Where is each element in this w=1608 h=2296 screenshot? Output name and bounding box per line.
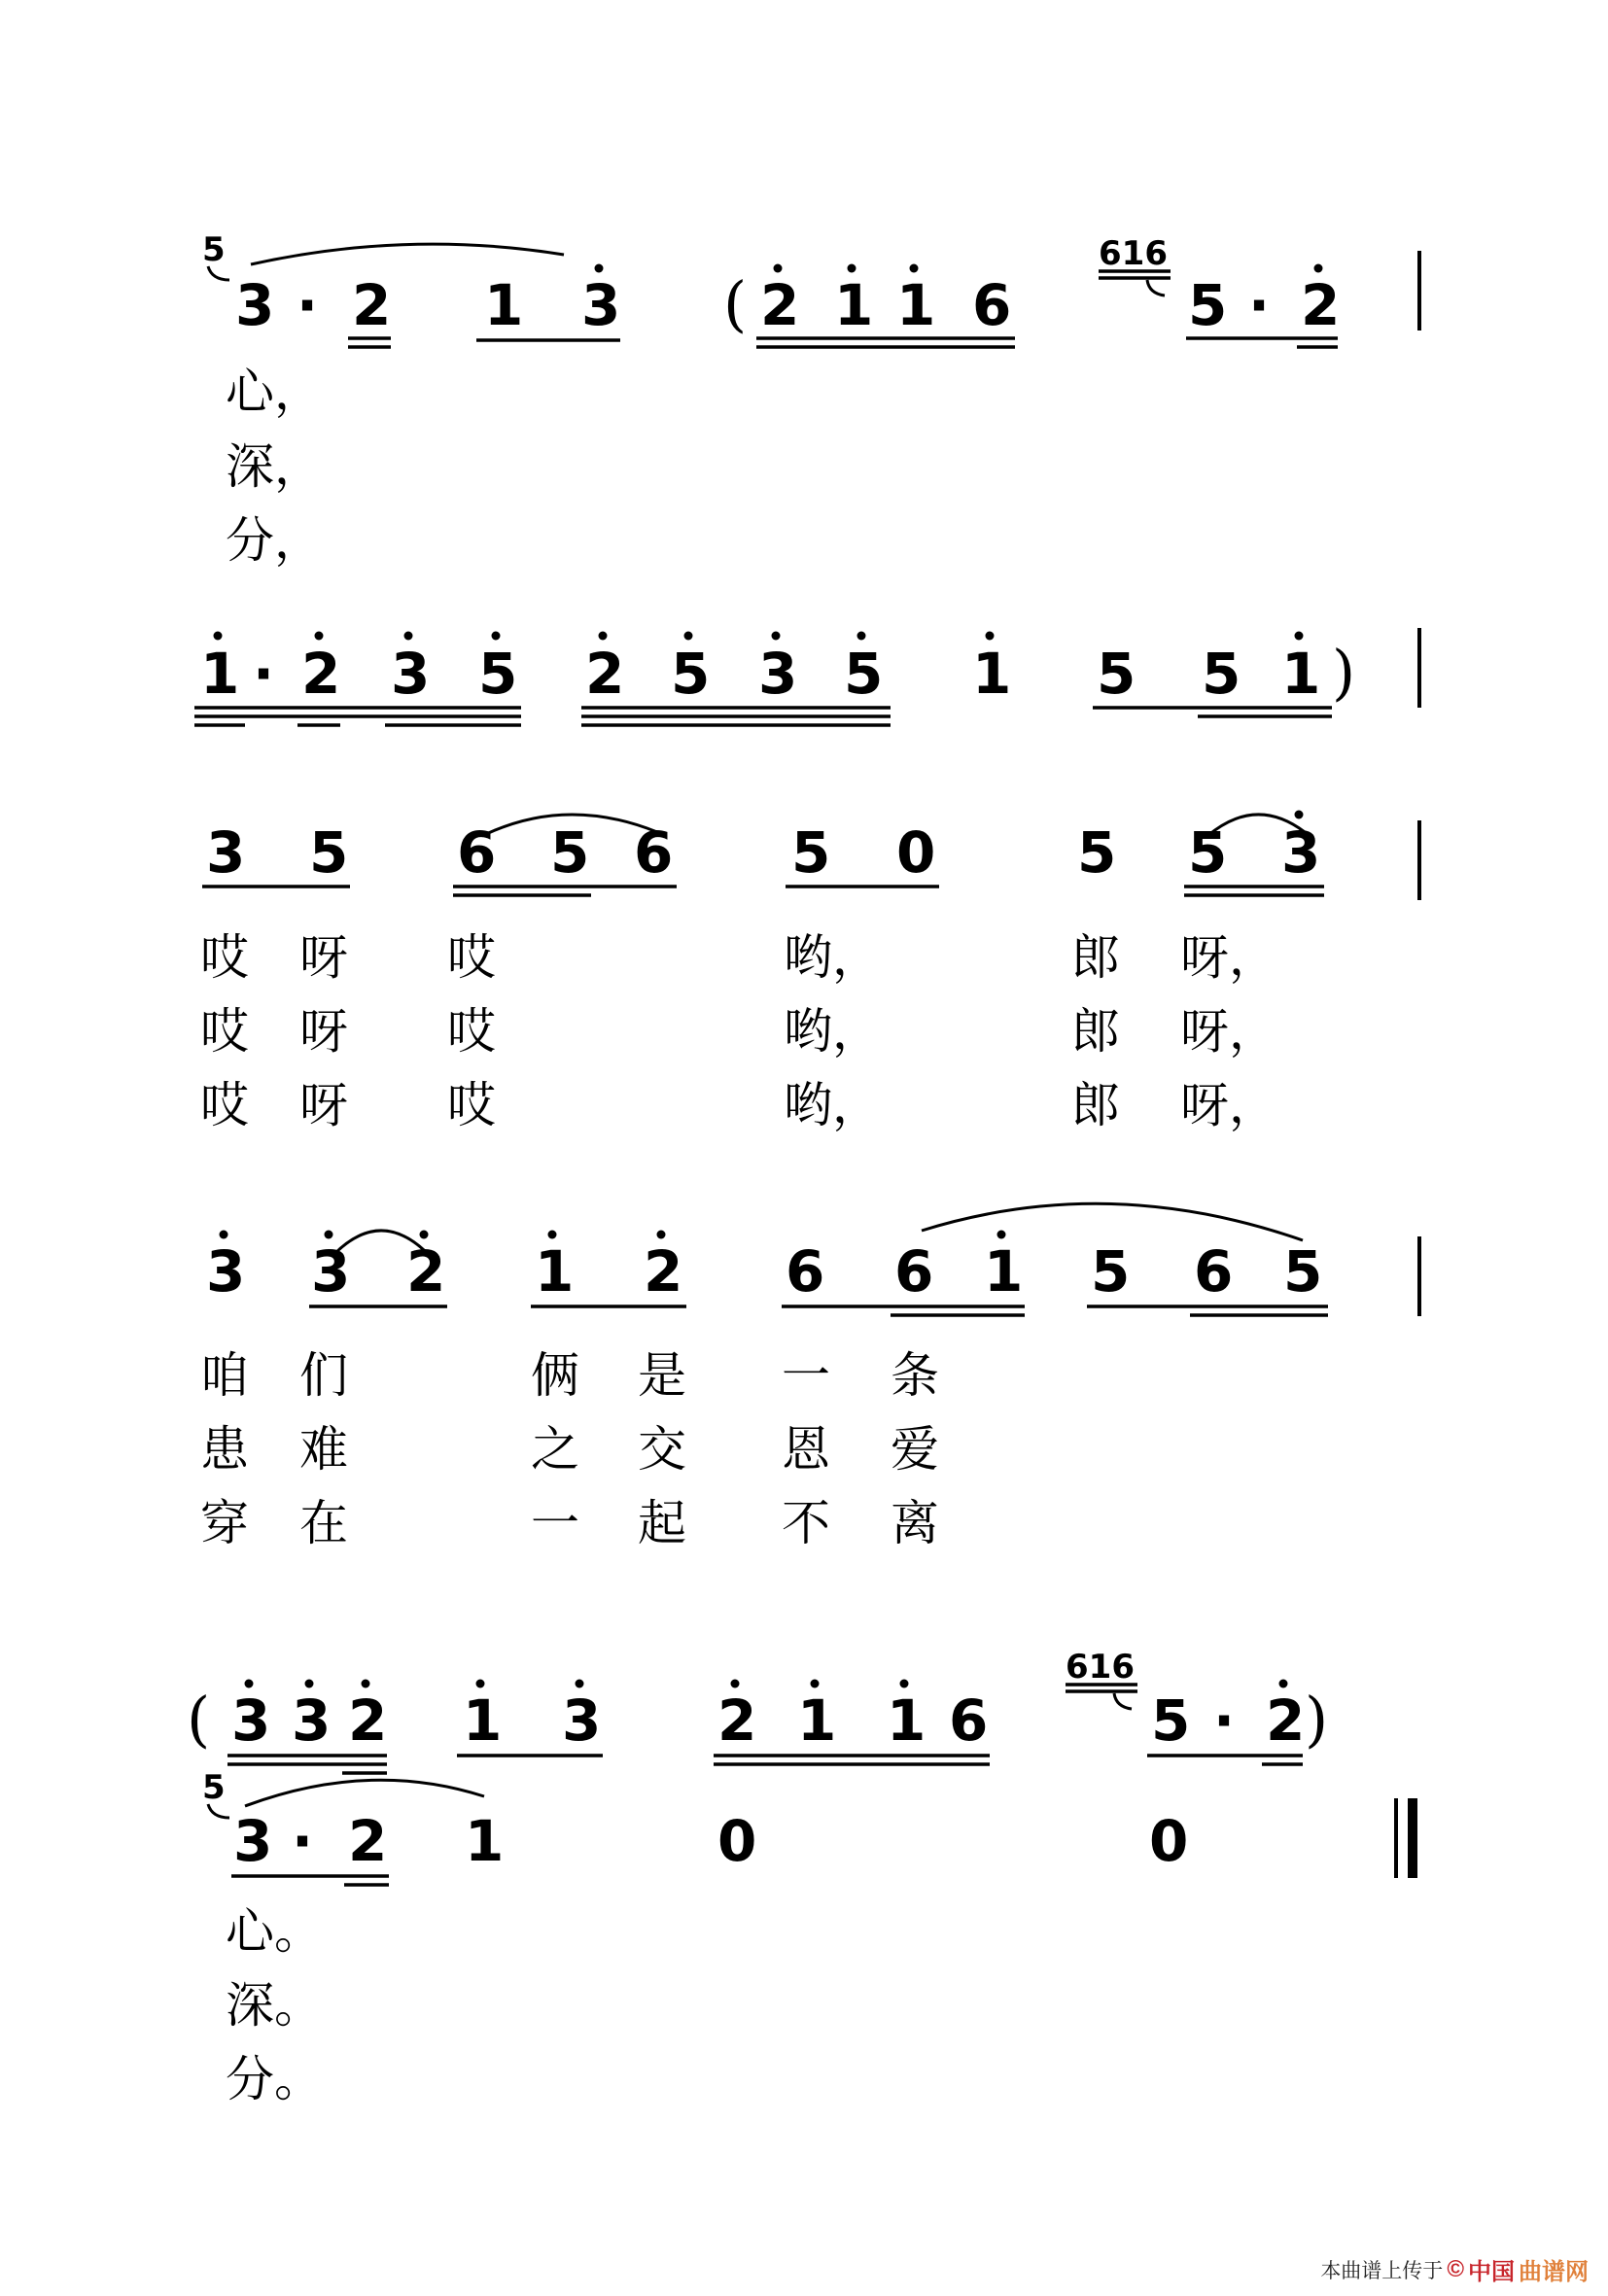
note: 1: [887, 1687, 926, 1754]
note-dot: ·: [253, 641, 275, 707]
paren: (: [723, 268, 748, 339]
lyric: 哟，: [784, 1003, 881, 1060]
lyric: 难: [299, 1421, 348, 1478]
lyric: 哟，: [784, 929, 881, 986]
footer-watermark: [1320, 2252, 1589, 2286]
note: 5: [309, 819, 349, 886]
lyric: 哎: [200, 1077, 249, 1133]
lyric: 条: [891, 1347, 939, 1404]
lyric: 穿: [200, 1495, 249, 1551]
lyric: 呀: [299, 1077, 348, 1133]
note: 1: [834, 272, 874, 338]
note: 3: [233, 1808, 273, 1874]
note: 1: [896, 272, 936, 338]
note: 1: [535, 1238, 575, 1305]
footer-text: 本曲谱上传于: [1320, 2259, 1444, 2282]
note: 5: [550, 819, 590, 886]
note: 3: [231, 1687, 271, 1754]
score-line-1: [202, 230, 1419, 569]
note: 5: [1202, 641, 1241, 707]
lyric: 之: [531, 1421, 579, 1478]
lyric: 哎: [447, 1003, 496, 1060]
lyric: 恩: [782, 1421, 830, 1478]
note: 5: [478, 641, 518, 707]
lyric: 交: [638, 1421, 686, 1478]
note: 1: [200, 641, 240, 707]
note: 1: [797, 1687, 837, 1754]
note: 2: [760, 272, 800, 338]
note: 5: [844, 641, 884, 707]
note: 5: [1091, 1238, 1131, 1305]
note: 1: [984, 1238, 1024, 1305]
lyric: 心，: [226, 364, 323, 420]
note: 3: [292, 1687, 332, 1754]
note: 6: [972, 272, 1012, 338]
note: 3: [206, 1238, 246, 1305]
lyric: 一: [782, 1347, 830, 1404]
note: 5: [1151, 1687, 1191, 1754]
note: 6: [786, 1238, 825, 1305]
lyric: 哎: [447, 929, 496, 986]
lyric: 是: [638, 1347, 686, 1404]
site-logo-text-2: 曲谱网: [1519, 2259, 1589, 2285]
lyric: 不: [782, 1495, 830, 1551]
lyric: 呀，: [1180, 1003, 1277, 1060]
lyric: 哟，: [784, 1077, 881, 1133]
note-dot: ·: [1248, 272, 1271, 338]
note: 1: [972, 641, 1012, 707]
paren: (: [187, 1684, 211, 1755]
grace-note: 5: [202, 230, 226, 269]
lyric: 分，: [226, 512, 323, 569]
note: 3: [235, 272, 275, 338]
tie: [245, 1780, 484, 1806]
lyric: 深，: [226, 438, 323, 495]
note: 3: [581, 272, 621, 338]
note: 2: [406, 1238, 446, 1305]
note: 2: [717, 1687, 757, 1754]
note: 0: [896, 819, 936, 886]
lyric: 爱: [891, 1421, 939, 1478]
note: 2: [348, 1808, 388, 1874]
note: 5: [1283, 1238, 1323, 1305]
note: 2: [348, 1687, 388, 1754]
lyric: 一: [531, 1495, 579, 1551]
grace-slur: [1114, 1693, 1132, 1709]
note: 1: [484, 272, 524, 338]
note: 5: [1097, 641, 1136, 707]
site-logo-icon: ©: [1447, 2255, 1464, 2282]
lyric: 咱: [200, 1347, 249, 1404]
note-dot: ·: [1213, 1687, 1236, 1754]
lyric: 分。: [226, 2051, 323, 2107]
lyric: 哎: [447, 1077, 496, 1133]
note: 5: [671, 641, 711, 707]
final-barline-thick: [1408, 1798, 1417, 1878]
lyric: 深。: [226, 1977, 323, 2034]
lyric: 离: [891, 1495, 939, 1551]
score-line-6: [202, 1768, 1417, 2107]
score-line-3: [200, 811, 1419, 1134]
lyric: 呀: [299, 929, 348, 986]
lyric: 呀，: [1180, 1077, 1277, 1133]
site-logo-text: 中国: [1468, 2259, 1515, 2285]
lyric: 郎: [1071, 1077, 1120, 1133]
note-dot: ·: [297, 272, 319, 338]
note: 3: [311, 1238, 351, 1305]
note: 6: [457, 819, 497, 886]
note: 3: [391, 641, 431, 707]
note: 2: [301, 641, 341, 707]
lyric: 郎: [1071, 929, 1120, 986]
note: 6: [949, 1687, 989, 1754]
note: 3: [206, 819, 246, 886]
score-line-2: [194, 628, 1419, 725]
score-line-4: [200, 1203, 1419, 1551]
grace-note: 5: [202, 1768, 226, 1807]
note-dot: ·: [292, 1808, 314, 1874]
note: 0: [1149, 1808, 1189, 1874]
tie: [251, 244, 564, 264]
note: 2: [352, 272, 392, 338]
lyric: 在: [299, 1495, 348, 1551]
lyric: 郎: [1071, 1003, 1120, 1060]
lyric: 患: [200, 1421, 249, 1478]
note: 5: [1188, 819, 1228, 886]
lyric: 哎: [200, 1003, 249, 1060]
note: 6: [634, 819, 674, 886]
grace-note: 616: [1099, 234, 1168, 273]
lyric: 哎: [200, 929, 249, 986]
lyric: 俩: [531, 1347, 579, 1404]
grace-slur: [1147, 280, 1165, 296]
note: 1: [463, 1687, 503, 1754]
tie: [922, 1203, 1303, 1240]
note: 5: [1188, 272, 1228, 338]
note: 5: [791, 819, 831, 886]
note: 3: [758, 641, 798, 707]
lyric: 起: [638, 1495, 686, 1551]
note: 3: [1281, 819, 1321, 886]
note: 6: [894, 1238, 934, 1305]
grace-note: 616: [1066, 1648, 1135, 1687]
note: 5: [1077, 819, 1117, 886]
lyric: 们: [299, 1347, 348, 1404]
paren: ): [1305, 1684, 1329, 1755]
paren: ): [1332, 637, 1356, 708]
note: 2: [644, 1238, 683, 1305]
lyric: 心。: [226, 1903, 323, 1960]
score-line-5: [187, 1648, 1328, 1773]
note: 2: [585, 641, 625, 707]
lyric: 呀: [299, 1003, 348, 1060]
note: 1: [1281, 641, 1321, 707]
note: 1: [465, 1808, 505, 1874]
note: 6: [1194, 1238, 1234, 1305]
lyric: 呀，: [1180, 929, 1277, 986]
note: 2: [1266, 1687, 1306, 1754]
note: 0: [717, 1808, 757, 1874]
note: 3: [562, 1687, 602, 1754]
note: 2: [1301, 272, 1341, 338]
